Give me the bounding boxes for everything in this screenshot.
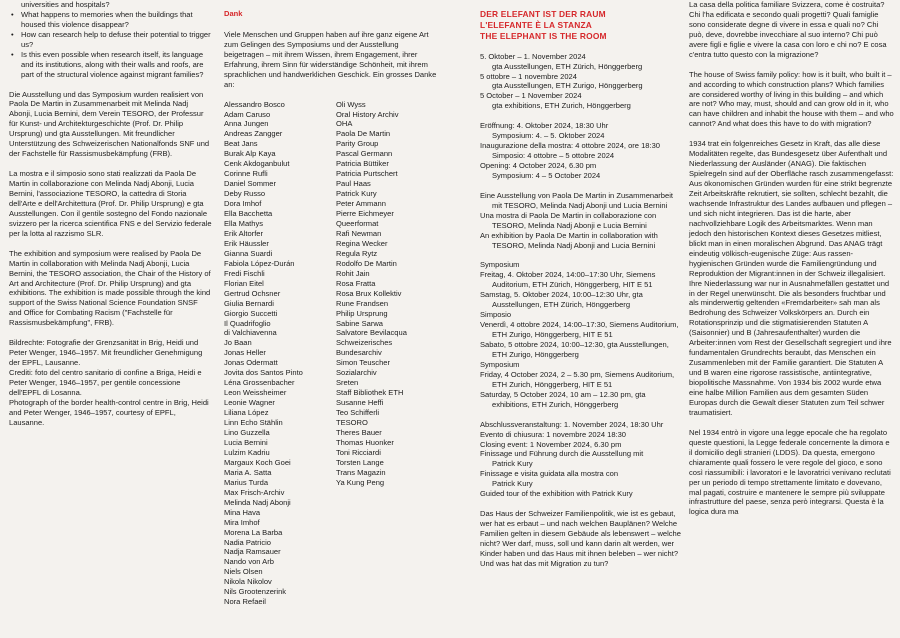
- column-3: [480, 0, 684, 569]
- name-entry: Toni Ricciardi: [336, 447, 381, 457]
- name-entry: Gianna Suardi: [224, 248, 273, 258]
- name-entry: Nils Grootenzerink: [224, 587, 287, 597]
- name-entry: di Valchiavenna: [224, 328, 277, 338]
- name-entry: Leon Weissheimer: [224, 388, 287, 398]
- name-entry: Erik Altorfer: [224, 228, 264, 238]
- name-entry: Rafi Newman: [336, 228, 382, 238]
- name-entry: Paola De Martin: [336, 129, 391, 139]
- title-de: DER ELEFANT IST DER RAUM: [480, 9, 606, 19]
- name-entry: Nadja Ramsauer: [224, 547, 281, 557]
- name-entry: Mina Hava: [224, 507, 261, 517]
- paragraph-de: 1934 trat ein folgenreiches Gesetz in Kraft, das alle diese Modalitäten regelte, das Bundesgesetz über Aufenthalt und Niederlassung der Ausländer (ANAG). Die faktischen Spielregeln sind auf der Oberfläche rasch zusammengefasst: Aus ökonomischen Gründen wurden für eine strikt begrenzte Zeit Arbeitskräfte rekrutiert, sie sollten, schlecht bezahlt, die wachsende Infrastruktur des Landes aufbauen und pflegen – und sich nicht integrieren. Das ist die harte, aber nachvollziehbare Logik des Arbeitsmarktes. Wenn man jedoch den historischen Kontext dieses Gesetzes mitliest, blickt man in einen moralischen Abgrund. Das ANAG trägt eindeutig völkisch-eugenische Züge: Aus rassen-hygienischen Gründen wurde die Familiengründung und Reproduktion der Migrant:innen in der Schweiz illegalisiert. Ihre Niederlassung war nur in Ausnahmefällen gestattet und in der Regel unerwünscht. Die als besonders fruchtbar und als minderwertig geltenden «Fremdarbeiter» sah man als Bedrohung des Schweizer Volkskörpers an. Durch ein Rotationsprinzip und die stigmatisierenden Statuten A (Saisonnier) und B (Jahresaufenthalter) wurden die Arbeiter:innen vom Rest der Gesellschaft segregiert und ihre fundamentalen Grundrechts beraubt, das Menschen ein Zusammenleben mit der Familie garantiert. Die Statuten A und B waren eine rigorose rassistische, antiintegrative, biopolitische Massnahme. Von 1934 bis 2002 wurde etwa eine halbe Million Familien aus dem gesamten Süden Europas durch die Gewalt dieser Statuten zum Teil schwer traumatisiert.: [689, 139, 894, 417]
- tour-line: Finissage und Führung durch die Ausstellung mit: [480, 449, 644, 459]
- name-entry: Ella Bacchetta: [224, 209, 273, 219]
- name-entry: Nadia Patricio: [224, 537, 271, 547]
- paragraph-en: The house of Swiss family policy: how is it built, who built it – and according to which construction plans? Which families are considered worthy of living in this building – and which are not? Who may, must, should and can grow old in it, who can have children and inhabit the house with them – and who cannot? And what does this have to do with migration?: [689, 69, 894, 129]
- date-line: 5 ottobre – 1 novembre 2024: [480, 71, 577, 81]
- essay-de: Das Haus der Schweizer Familienpolitik, wie ist es gebaut, wer hat es erbaut – und nach welchen Bauplänen? Welche Familien gelten in diesem Gebäude als lebenswert – welche nicht? Wer darf, muss, soll und kann darin alt werden, wer Kinder haben und das Haus mit ihnen beleben – wer nicht? Und was hat das mit Migration zu tun?: [480, 509, 681, 568]
- name-entry: Adam Caruso: [224, 109, 271, 119]
- name-entry: Ya Kung Peng: [336, 477, 385, 487]
- name-entry: Anna Jungen: [224, 119, 269, 129]
- name-entry: Corinne Rufli: [224, 169, 268, 179]
- name-entry: Salvatore Bevilacqua: [336, 328, 407, 338]
- opening-line: Opening: 4 October 2024, 6.30 pm: [480, 161, 597, 171]
- tour-line: Finissage e visita guidata alla mostra con: [480, 469, 619, 479]
- paragraph-it: La mostra e il simposio sono stati realizzati da Paola De Martin in collaborazione con Melinda Nadj Abonji, Lucia Bernini, l'associazione TESORO, la cattedra di Storia dell'Arte e dell'Architettura (Prof. Dr. Philip Ursprung) e gta Ausstellungen. Con il gentile sostegno del Fondo nazionale svizzero per la ricerca scientifica FNS e del Servizio federale per la lotta al razzismo SLR.: [9, 169, 212, 238]
- name-entry: Ella Mathys: [224, 219, 264, 228]
- paragraph-it-2: Nel 1934 entrò in vigore una legge epocale che ha regolato queste questioni, la Legge federale concernente la dimora e il domicilio degli stranieri (LDDS). Da questa, emergono chiaramente quali fossero le vere regole del gioco, e sono così riassumibili: i lavoratori e le lavoratrici venivano reclutati per un periodo di tempo strettamente limitato e dovevano, mal pagati, costruire e mantenere le sempre più sviluppate infrastrutture del paese, senza però integrarsi. Questa è la logica dura ma: [689, 427, 891, 517]
- name-entry: Lucia Bernini: [224, 437, 268, 447]
- name-entry: Oral History Archiv: [336, 109, 399, 119]
- symposium-detail: Saturday, 5 October 2024, 10 am – 12.30 pm, gta exhibitions, ETH Zurich, Hönggerberg: [480, 389, 646, 409]
- name-entry: OHA: [336, 119, 353, 129]
- name-entry: Fredi Fischli: [224, 268, 265, 278]
- name-entry: Jonas Odermatt: [224, 358, 278, 368]
- name-entry: Queerformat: [336, 219, 379, 228]
- name-entry: Pascal Germann: [336, 149, 393, 159]
- name-entry: Sozialarchiv: [336, 368, 377, 378]
- name-entry: Jonas Heller: [224, 348, 266, 358]
- name-entry: Leonie Wagner: [224, 398, 275, 408]
- symposium-detail: Samstag, 5. Oktober 2024, 10:00–12:30 Uhr, gta Ausstellungen, ETH Zürich, Hönggerberg: [480, 290, 643, 310]
- place-line: gta exhibitions, ETH Zurich, Hönggerberg: [492, 101, 631, 111]
- name-entry: TESORO: [336, 418, 368, 428]
- name-entry: Lulzim Kadriu: [224, 447, 270, 457]
- name-entry: Regina Wecker: [336, 238, 388, 248]
- closing-line: Closing event: 1 November 2024, 6.30 pm: [480, 439, 622, 449]
- name-entry: Lino Guzzella: [224, 428, 270, 438]
- opening-line: Eröffnung: 4. Oktober 2024, 18:30 Uhr: [480, 121, 609, 131]
- tour-line: Guided tour of the exhibition with Patrick Kury: [480, 489, 633, 499]
- credit-it: Crediti: foto del centro sanitario di confine a Briga, Heidi e Peter Wenger, 1946–1957, per gentile concessione dell'EPFL di Losanna.: [9, 368, 202, 397]
- question-list: [9, 10, 212, 80]
- name-entry: Oli Wyss: [336, 99, 366, 109]
- names-column-left: [224, 100, 336, 608]
- name-entry: Patricia Büttiker: [336, 159, 389, 169]
- name-entry: Thomas Huonker: [336, 437, 394, 447]
- name-entry: Schweizerisches: [336, 338, 393, 348]
- name-entry: Melinda Nadj Abonji: [224, 497, 291, 507]
- name-entry: Rosa Brux Kollektiv: [336, 288, 402, 298]
- name-entry: Patricia Purtschert: [336, 169, 398, 179]
- name-entry: Philip Ursprung: [336, 308, 388, 318]
- symposium-detail: Friday, 4 October 2024, 2 – 5.30 pm, Siemens Auditorium, ETH Zurich, Hönggerberg, HIT E 51: [480, 369, 675, 389]
- opening-line: Inaugurazione della mostra: 4 ottobre 2024, ore 18:30: [480, 141, 660, 151]
- name-entry: Alessandro Bosco: [224, 99, 285, 109]
- place-line: gta Ausstellungen, ETH Zürich, Hönggerberg: [492, 61, 643, 71]
- date-line: 5. Oktober – 1. November 2024: [480, 51, 586, 61]
- symposium-label: Symposium: [480, 260, 520, 270]
- name-entry: Florian Eitel: [224, 278, 264, 288]
- name-entry: Nora Refaeil: [224, 597, 266, 607]
- paragraph-en: The exhibition and symposium were realised by Paola De Martin in collaboration with Melinda Nadj Abonji, Lucia Bernini, the TESORO association, the Chair of the History of Art and Architecture (Prof. Dr. Philip Ursprung) and gta exhibitions. The exhibition is made possible through the kind support of the Swiss National Science Foundation SNSF and Office for Combating Racism ("Fachstelle für Rassismusbekämpfung", FRB).: [9, 248, 211, 328]
- title-it: L'ELEFANTE È LA STANZA: [480, 19, 593, 30]
- name-entry: Patrick Kury: [336, 189, 377, 199]
- text-line: universities and hospitals?: [21, 0, 110, 9]
- name-entry: Sabine Sarwa: [336, 318, 383, 328]
- symposium-line: Symposium: 4 – 5 October 2024: [492, 170, 601, 180]
- list-item: • How can research help to defuse their potential to trigger us?: [9, 30, 212, 50]
- name-entry: Niels Olsen: [224, 567, 263, 577]
- name-entry: Rosa Fratta: [336, 278, 376, 288]
- tour-guide: Patrick Kury: [492, 479, 533, 489]
- name-entry: Bundesarchiv: [336, 348, 382, 358]
- name-entry: Jovita dos Santos Pinto: [224, 368, 303, 378]
- column-4: [689, 0, 894, 517]
- list-item: • What happens to memories when the buildings that housed this violence disappear?: [9, 10, 212, 30]
- name-entry: Torsten Lange: [336, 457, 384, 467]
- name-entry: Marius Turda: [224, 477, 269, 487]
- name-entry: Cenk Akdoganbulut: [224, 159, 290, 169]
- exhibition-title: [480, 9, 684, 42]
- collab-it: Una mostra di Paola De Martin in collaborazione con TESORO, Melinda Nadj Abonji e Lucia Bernini: [480, 210, 657, 230]
- name-entry: Beat Jans: [224, 139, 258, 149]
- name-entry: Rodolfo De Martin: [336, 258, 397, 268]
- place-line: gta Ausstellungen, ETH Zurigo, Hönggerberg: [492, 81, 643, 91]
- name-entry: Theres Bauer: [336, 428, 382, 438]
- date-line: 5 October – 1 November 2024: [480, 91, 582, 101]
- credit-en: Photograph of the border health-control centre in Brig, Heidi and Peter Wenger, 1946–1957, courtesy of EPFL, Lausanne.: [9, 397, 209, 427]
- name-entry: Mira Imhof: [224, 517, 260, 527]
- name-entry: Trans Magazin: [336, 467, 386, 477]
- name-entry: Morena La Barba: [224, 527, 283, 537]
- name-entry: Peter Ammann: [336, 199, 386, 209]
- name-entry: Staff Bibliothek ETH: [336, 388, 404, 398]
- name-entry: Erik Häussler: [224, 238, 269, 248]
- closing-line: Evento di chiusura: 1 novembre 2024 18:30: [480, 429, 627, 439]
- name-entry: Regula Rytz: [336, 248, 378, 258]
- name-entry: Burak Alp Kaya: [224, 149, 276, 159]
- name-entry: Gertrud Ochsner: [224, 288, 281, 298]
- name-entry: Deby Russo: [224, 189, 266, 199]
- names-column-right: [336, 100, 440, 608]
- thanks-heading: Dank: [224, 9, 243, 18]
- closing-line: Abschlussveranstaltung: 1. November 2024, 18:30 Uhr: [480, 419, 664, 429]
- name-entry: Max Frisch-Archiv: [224, 487, 285, 497]
- symposium-detail: Freitag, 4. Oktober 2024, 14:00–17:30 Uhr, Siemens Auditorium, ETH Zürich, Hönggerberg, HIT E 51: [480, 270, 656, 290]
- name-entry: Rohit Jain: [336, 268, 370, 278]
- name-entry: Daniel Sommer: [224, 179, 277, 189]
- symposium-label: Simposio: [480, 310, 512, 320]
- name-entry: Linn Echo Stählin: [224, 418, 283, 428]
- name-entry: Jo Baan: [224, 338, 252, 348]
- name-entry: Rune Frandsen: [336, 298, 389, 308]
- name-entry: Teo Schifferli: [336, 408, 380, 418]
- name-entry: Andreas Zangger: [224, 129, 283, 139]
- name-entry: Simon Teuscher: [336, 358, 390, 368]
- column-2: [224, 0, 440, 607]
- name-entry: Dora Imhof: [224, 199, 262, 209]
- paragraph-it: La casa della politica familiare Svizzera, come è costruita? Chi l'ha edificata e secondo quali progetti? Quali famiglie sono considerate degne di vivere in essa e quali no? Chi può, deve, dovrebbe invecchiare al suo interno? Chi può avere figli e figlie e vivere la casa con loro e chi no? E cosa c'entra tutto questo con la migrazione?: [689, 0, 887, 59]
- name-entry: Maria A. Satta: [224, 467, 272, 477]
- symposium-label: Symposium: [480, 359, 520, 369]
- name-entry: Sreten: [336, 378, 359, 388]
- name-entry: Liliana López: [224, 408, 269, 418]
- name-entry: Nando von Arb: [224, 557, 274, 567]
- list-item: • Is this even possible when research itself, its language and its institutions, along with their walls and roofs, are part of the structural violence against migrant families?: [9, 50, 212, 80]
- collab-en: An exhibition by Paola De Martin in collaboration with TESORO, Melinda Nadj Abonji and Lucia Bernini: [480, 230, 658, 250]
- column-1: [9, 0, 212, 428]
- paragraph-de: Die Ausstellung und das Symposium wurden realisiert von Paola De Martin in Zusammenarbeit mit Melinda Nadj Abonji, Lucia Bernini, dem Verein TESORO, der Professur für Kunst- und Architekturgeschichte (Prof. Dr. Philip Ursprung) und gta Ausstellungen. Mit freundlicher Unterstützung des Schweizerischen Nationalfonds SNF und der Fachstelle für Rassismusbekämpfung (FRB).: [9, 89, 210, 159]
- credit-de: Bildrechte: Fotografie der Grenzsanität in Brig, Heidi und Peter Wenger, 1946–1957. Mit freundlicher Genehmigung der EPFL, Lausanne.: [9, 338, 203, 368]
- name-entry: Léna Grossenbacher: [224, 378, 295, 388]
- symposium-detail: Sabato, 5 ottobre 2024, 10:00–12:30, gta Ausstellungen, ETH Zurigo, Hönggerberg: [480, 340, 669, 360]
- names-list: [224, 100, 440, 608]
- name-entry: Giorgio Succetti: [224, 308, 278, 318]
- name-entry: Parity Group: [336, 139, 379, 149]
- symposium-detail: Venerdì, 4 ottobre 2024, 14:00–17:30, Siemens Auditorium, ETH Zurigo, Hönggerberg, HIT E 51: [480, 320, 679, 340]
- symposium-line: Simposio: 4 ottobre – 5 ottobre 2024: [492, 151, 615, 161]
- name-entry: Fabiola López-Durán: [224, 258, 295, 268]
- name-entry: Susanne Heffi: [336, 398, 384, 408]
- symposium-line: Symposium: 4. – 5. Oktober 2024: [492, 131, 605, 141]
- title-en: THE ELEPHANT IS THE ROOM: [480, 30, 607, 41]
- name-entry: Margaux Koch Goei: [224, 457, 291, 467]
- collab-de: Eine Ausstellung von Paola De Martin in Zusammenarbeit mit TESORO, Melinda Nadj Abonji und Lucia Bernini: [480, 190, 673, 210]
- name-entry: Paul Haas: [336, 179, 371, 189]
- name-entry: Nikola Nikolov: [224, 577, 272, 587]
- thanks-intro: Viele Menschen und Gruppen haben auf ihre ganz eigene Art zum Gelingen des Symposiums und der Ausstellung beigetragen – mit ihrem Wissen, ihrem Engagement, ihrer Erfahrung, ihrem Sinn für widerständige Schönheit, mit ihrem sprachlichen und handwerklichen Geschick. Ein grosses Danke an:: [224, 29, 437, 89]
- tour-guide: Patrick Kury: [492, 459, 533, 469]
- name-entry: Giulia Bernardi: [224, 298, 274, 308]
- name-entry: Pierre Eichmeyer: [336, 209, 394, 219]
- name-entry: Il Quadrifoglio: [224, 318, 271, 328]
